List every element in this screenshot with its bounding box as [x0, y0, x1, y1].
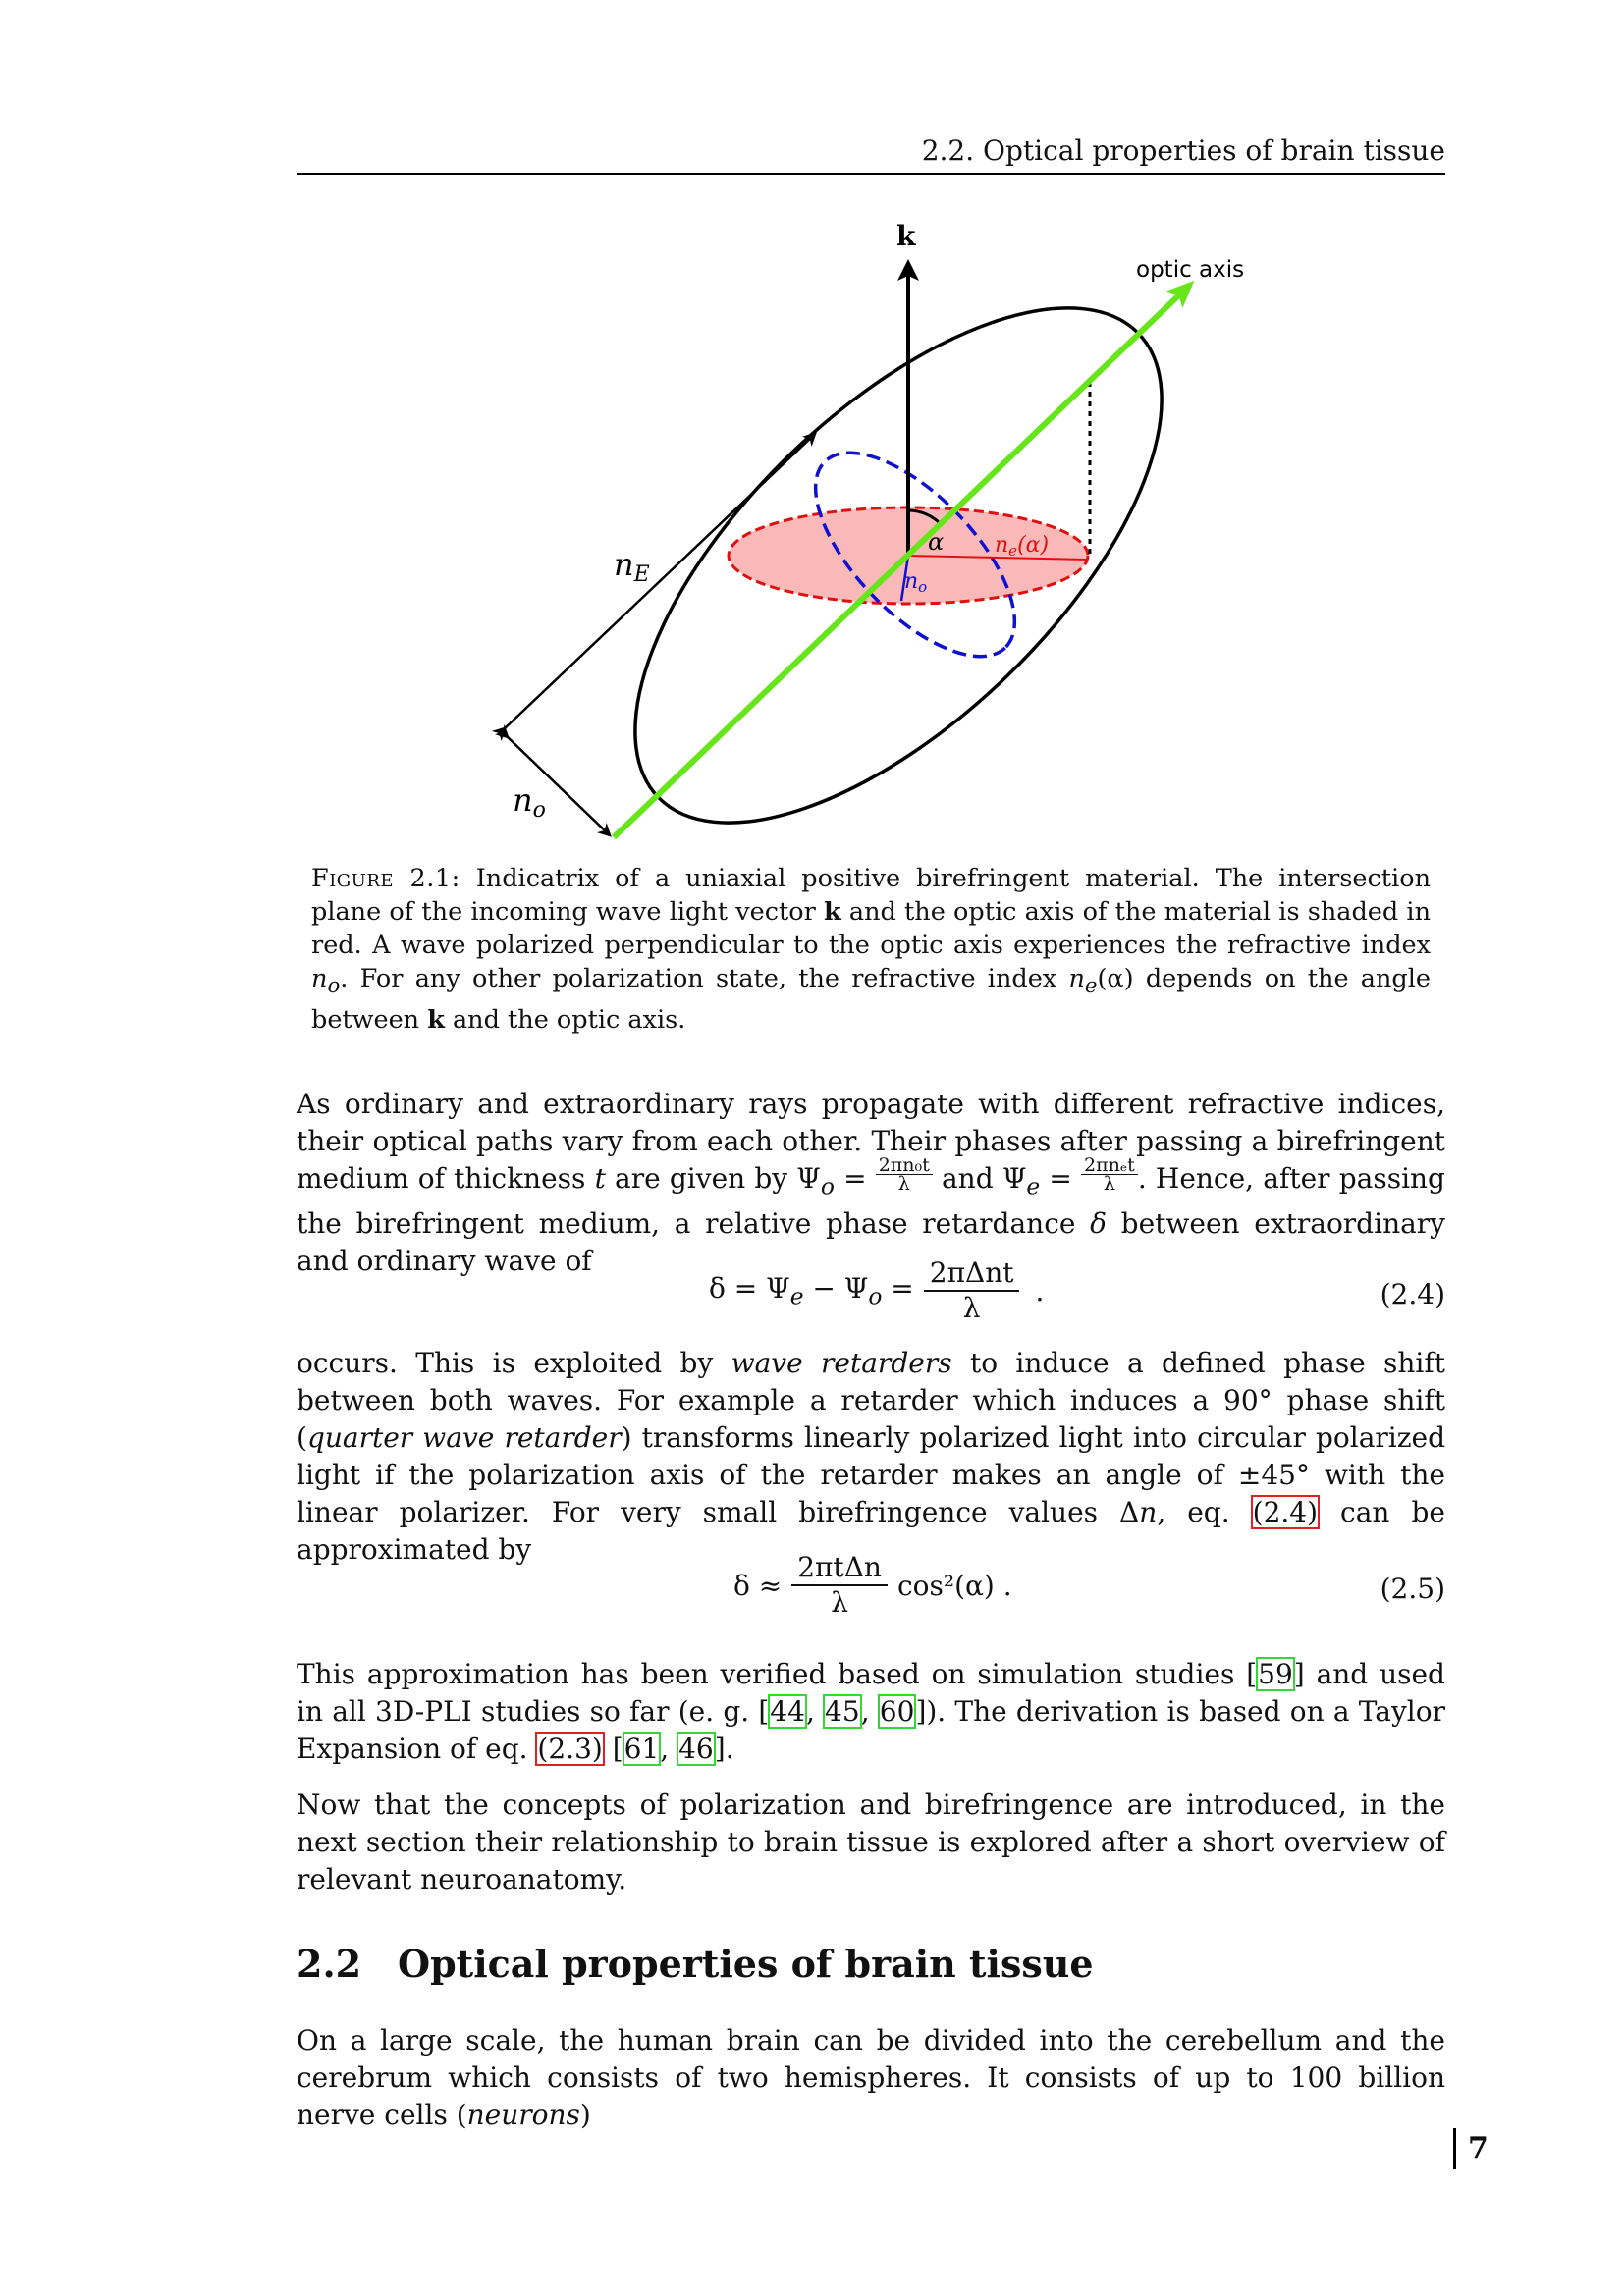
section-number: 2.2: [297, 1942, 362, 1986]
phase-o-fraction: $\frac{\text{2πn₀t}}{\lambda}$: [876, 1156, 933, 1193]
paragraph-2: occurs. This is exploited by wave retarders to induce a defined phase shift between both waves. For example a retarder which induces a 90° phase shift (quarter wave retarder) transforms linearly polarized light into circular polarized light if the polarization axis of the retarder makes an angle of ±45° with the linear polarizer. For very small birefringence values Δn, eq. (2.4) can be approximated by: [297, 1347, 1446, 1566]
no-inner-label: no: [904, 569, 928, 596]
equation-2-4: $\delta = \Psi_e - \Psi_o$ = $\frac{\text{2πΔnt}}{\lambda}$ . (2.4): [709, 1256, 1445, 1324]
equation-number-2-5: (2.5): [1380, 1573, 1445, 1605]
nE-label: nE: [614, 546, 650, 587]
citation-60[interactable]: 60: [879, 1695, 915, 1728]
equation-number-2-4: (2.4): [1380, 1278, 1445, 1310]
eq-ref-2-4[interactable]: (2.4): [1252, 1496, 1319, 1528]
optic-axis-label: optic axis: [1136, 257, 1245, 283]
citation-61[interactable]: 61: [623, 1733, 660, 1765]
indicatrix-figure: [0, 0, 1624, 883]
paragraph-3: This approximation has been verified based on simulation studies [59] and used in all 3D-PLI studies so far (e. g. [44, 45, 60]). The derivation is based on a Taylor Expansion of eq. (2.3) [61, 46].: [297, 1658, 1445, 1765]
running-title: 2.2. Optical properties of brain tissue: [921, 134, 1445, 167]
section-heading: [297, 1942, 1094, 1987]
figure-caption: Figure 2.1: Indicatrix of a uniaxial positive birefringent material. The intersection plane of the incoming wave light vector k and the optic axis of the material is shaded in red. A wave polarized perpendicular to the optic axis experiences the refractive index $n_o$. For any other polarization state, the refractive index $n_e(\alpha)$ depends on the angle between k and the optic axis.: [311, 864, 1431, 1036]
section-title-text: Optical properties of brain tissue: [398, 1942, 1094, 1986]
citation-46[interactable]: 46: [678, 1733, 714, 1765]
alpha-label: α: [928, 528, 945, 556]
citation-45[interactable]: 45: [825, 1695, 860, 1728]
paragraph-5: On a large scale, the human brain can be divided into the cerebellum and the cerebrum which consists of two hemispheres. It consists of up to 100 billion nerve cells (neurons): [297, 2024, 1445, 2131]
page-number: 7: [1453, 2128, 1489, 2169]
paragraph-1: As ordinary and extraordinary rays propagate with different refractive indices, their optical paths vary from each other. Their phases after passing a birefringent medium of thickness t are given by $\Psi_o$ = $\frac{\text{2πn₀t}}{\lambda}$ and $\Psi_e$ = 2πnₑt λ . Hence, after passing the birefringent medium, a relative phase retardance δ between extraordinary and ordinary wave of: [297, 1088, 1445, 1277]
eq-ref-2-3[interactable]: (2.3): [537, 1733, 603, 1765]
ne-alpha-label: ne(α): [995, 533, 1050, 560]
citation-59[interactable]: 59: [1258, 1658, 1293, 1690]
caption-label: Figure 2.1:: [311, 864, 460, 893]
citation-44[interactable]: 44: [770, 1695, 805, 1728]
paragraph-4: Now that the concepts of polarization and birefringence are introduced, in the next section their relationship to brain tissue is explored after a short overview of relevant neuroanatomy.: [297, 1789, 1445, 1896]
k-label: k: [896, 220, 916, 252]
no-label: no: [513, 781, 546, 823]
equation-2-5: δ ≈ $\frac{\text{2πtΔn}}{\lambda}$ cos²(α) . (2.5): [733, 1551, 1445, 1619]
phase-e-fraction: 2πnₑt λ: [1081, 1156, 1138, 1193]
